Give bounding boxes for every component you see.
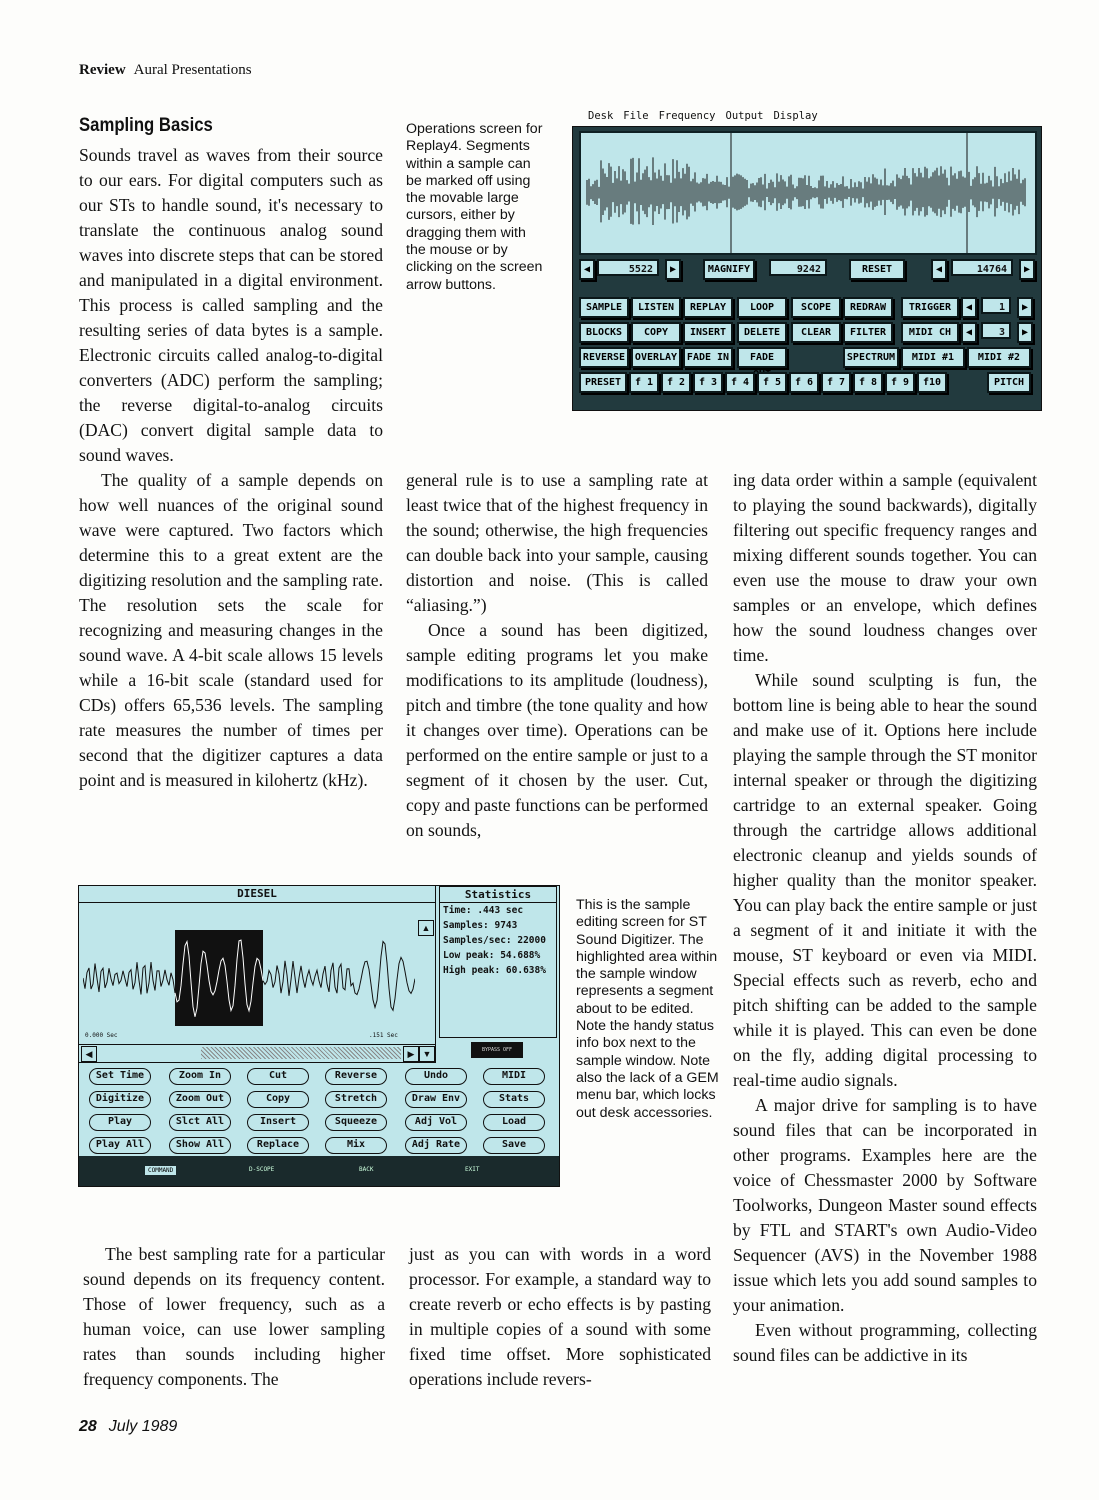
function-key-button[interactable]: f 1 — [629, 372, 659, 393]
digitizer-button[interactable]: Stretch — [325, 1091, 387, 1108]
paragraph: Once a sound has been digitized, sample editing programs let you make modifications to its amplitude (loudness), pitch and timbre (the tone quality and how it changes over time). Operations can be performed on the entire sample or just to a segment of it chosen by the user. Cut, copy and paste functions can be performed on sounds, — [406, 620, 708, 840]
paragraph: While sound sculpting is fun, the bottom line is being able to hear the sound and make use of it. Options here include playing the sample through the ST monitor internal speaker or through the digitizing cartridge to an external speaker. Going through the cartridge allows additional electronic cleanup and yields sounds of higher quality than the monitor speaker. You can play back the entire sample or just a segment of it and initiate it with the mouse, ST keyboard or even via MIDI. Special effects such as reverb, echo and pitch shifting can be added to the sample while it is played. This can even be done on the fly, adding digital processing to real-time audio signals. — [733, 670, 1037, 1090]
function-key-button[interactable]: f 4 — [725, 372, 755, 393]
digitizer-button[interactable]: Replace — [247, 1137, 309, 1154]
digitizer-button[interactable]: Show All — [169, 1137, 231, 1154]
page-footer — [79, 1418, 177, 1436]
stat-high-peak: High peak: 60.638% — [443, 965, 546, 976]
sample-window-title: DIESEL — [79, 886, 435, 903]
function-key-button[interactable]: f 3 — [693, 372, 723, 393]
midi-value-field[interactable]: 3 — [981, 322, 1011, 339]
digitizer-button[interactable]: Adj Rate — [405, 1137, 467, 1154]
digitizer-button[interactable]: Zoom In — [169, 1068, 231, 1085]
replay-button[interactable]: SCOPE — [791, 297, 841, 318]
replay-button[interactable]: REDRAW — [843, 297, 893, 318]
replay-button[interactable]: SPECTRUM — [843, 347, 899, 368]
scrollbar-track[interactable] — [201, 1047, 401, 1059]
function-key-button[interactable]: f 9 — [885, 372, 915, 393]
right-arrow-icon[interactable]: ▶ — [1019, 259, 1035, 280]
digitizer-button[interactable]: Play All — [89, 1137, 151, 1154]
replay-button[interactable]: LOOP — [737, 297, 787, 318]
scroll-up-icon[interactable]: ▲ — [418, 920, 434, 936]
replay-button[interactable]: CLEAR — [791, 322, 841, 343]
function-key-button[interactable]: f 2 — [661, 372, 691, 393]
digitizer-button[interactable]: Squeeze — [325, 1114, 387, 1131]
function-key-button[interactable]: f10 — [917, 372, 947, 393]
replay-button[interactable]: BLOCKS — [579, 322, 629, 343]
digitizer-button[interactable]: Stats — [483, 1091, 545, 1108]
scroll-right-icon[interactable]: ▶ — [403, 1046, 419, 1062]
sound-digitizer-screenshot — [78, 885, 560, 1187]
paragraph: just as you can with words in a word processor. For example, a standard way to create reverb or echo effects is by pasting in multiple copies of a sound with some fixed time offset. More sophisticated operations include revers- — [409, 1244, 711, 1389]
sample-waveform[interactable] — [83, 924, 415, 1034]
exit-button[interactable]: EXIT — [465, 1166, 480, 1173]
caption-digitizer: This is the sample editing screen for ST Sound Digitizer. The highlighted area within the sample window represents a segment about to be edited. Note the handy status info box next to the sample window. Note also the lack of a GEM menu bar, which locks out desk accessories. — [576, 897, 719, 1121]
column-2-bottom — [409, 1242, 711, 1392]
time-end-label: .151 Sec — [369, 1032, 398, 1039]
digitizer-button[interactable]: Load — [483, 1114, 545, 1131]
replay-menu-bar — [588, 110, 828, 122]
left-arrow-icon[interactable]: ◀ — [579, 259, 595, 280]
replay-button[interactable]: SAMPLE — [579, 297, 629, 318]
caption-replay4: Operations screen for Replay4. Segments within a sample can be marked off using the movable large cursors, either by dragging them with the mouse or by clicking on the screen arrow buttons. — [406, 121, 543, 293]
article-title: Aural Presentations — [133, 62, 252, 78]
function-key-button[interactable]: f 5 — [757, 372, 787, 393]
cursor-left-field[interactable]: 5522 — [597, 259, 659, 276]
digitizer-button[interactable]: Undo — [405, 1068, 467, 1085]
magnify-button[interactable]: MAGNIFY — [703, 259, 755, 280]
time-start-label: 0.000 Sec — [85, 1032, 118, 1039]
section-label: Review — [79, 62, 126, 78]
replay-button[interactable]: REPLAY — [683, 297, 733, 318]
replay-button[interactable]: FADE IN — [683, 347, 733, 368]
command-bar — [79, 1156, 559, 1186]
digitizer-button[interactable]: Set Time — [89, 1068, 151, 1085]
scroll-left-icon[interactable]: ◀ — [81, 1046, 97, 1062]
running-head — [79, 62, 252, 79]
stat-samples: Samples: 9743 — [443, 920, 518, 931]
section-heading: Sampling Basics — [79, 115, 213, 136]
sample-window — [79, 886, 436, 1063]
replay-button[interactable]: FADE — [737, 347, 787, 368]
menu-frequency[interactable]: Frequency — [658, 110, 716, 122]
issue-date: July 1989 — [108, 1418, 178, 1435]
right-arrow-icon[interactable]: ▶ — [665, 259, 681, 280]
replay-button[interactable]: DELETE — [737, 322, 787, 343]
stat-low-peak: Low peak: 54.688% — [443, 950, 541, 961]
command-button[interactable]: COMMAND — [145, 1166, 176, 1175]
paragraph: Sounds travel as waves from their source to our ears. For digital computers such as our STs to handle sound, it's necessary to translate the continuous analog sound waves into discrete steps that can be stored and manipulated in a digital environment. This process is called sampling and the resulting series of data bytes is a sample. Electronic circuits called analog-to-digital converters (ADC) perform the sampling; the reverse digital-to-analog circuits (DAC) convert digital sample data to sound waves. — [79, 145, 383, 465]
replay-button[interactable]: INSERT — [683, 322, 733, 343]
replay-button[interactable]: MIDI CH — [901, 322, 959, 343]
scroll-down-icon[interactable]: ▼ — [419, 1046, 435, 1062]
paragraph: The quality of a sample depends on how well nuances of the original sound wave were captured. Two factors which determine this to a great extent are the digitizing resolution and the sampling rate. The resolution sets the scale for recognizing and measuring changes in the sound wave. A 4-bit scale allows 15 levels while a 16-bit scale (standard used for CDs) offers 65,536 levels. The sampling rate measures the number of times per second that the digitizer captures a data point and is measured in kilohertz (kHz). — [79, 470, 383, 790]
digitizer-button[interactable]: Zoom Out — [169, 1091, 231, 1108]
statistics-box — [439, 886, 557, 1038]
right-arrow-icon[interactable]: ▶ — [1017, 297, 1033, 318]
replay-button[interactable]: REVERSE — [579, 347, 629, 368]
function-key-button[interactable]: f 6 — [789, 372, 819, 393]
column-3 — [733, 468, 1037, 1368]
replay-button[interactable]: MIDI #2 — [967, 347, 1031, 368]
digitizer-button[interactable]: Insert — [247, 1114, 309, 1131]
menu-display[interactable]: Display — [773, 110, 818, 122]
left-arrow-icon[interactable]: ◀ — [961, 322, 977, 343]
digitizer-button[interactable]: Slct All — [169, 1114, 231, 1131]
digitizer-button[interactable]: Adj Vol — [405, 1114, 467, 1131]
menu-output[interactable]: Output — [725, 110, 764, 122]
cursor-right-field[interactable]: 14764 — [951, 259, 1013, 276]
replay-button[interactable]: COPY — [631, 322, 681, 343]
digitizer-button[interactable]: Reverse — [325, 1068, 387, 1085]
paragraph: ing data order within a sample (equivalent to playing the sound backwards), digitally filtering out specific frequency ranges and mixing different sounds together. You can even use the mouse to draw your own samples or an envelope, which defines how the sound loudness changes over time. — [733, 470, 1037, 665]
preset-button[interactable]: PRESET — [579, 372, 627, 393]
menu-file[interactable]: File — [623, 110, 649, 122]
digitizer-button[interactable]: Play — [89, 1114, 151, 1131]
paragraph: general rule is to use a sampling rate at least twice that of the highest frequency in the sound; otherwise, the high frequencies can double back into your sample, causing distortion and noise. (This is called “aliasing.”) — [406, 470, 708, 615]
d-scope-button[interactable]: D-SCOPE — [249, 1166, 275, 1173]
right-arrow-icon[interactable]: ▶ — [1017, 322, 1033, 343]
digitizer-button[interactable]: Cut — [247, 1068, 309, 1085]
stat-time: Time: .443 sec — [443, 905, 524, 916]
page-number: 28 — [79, 1418, 97, 1435]
replay4-screenshot — [572, 110, 1042, 410]
horizontal-scrollbar[interactable] — [79, 1044, 435, 1061]
replay-button[interactable]: MIDI #1 — [901, 347, 965, 368]
cursor-mid-field[interactable]: 9242 — [769, 259, 827, 276]
column-1-top — [79, 143, 383, 793]
reset-button[interactable]: RESET — [849, 259, 905, 280]
left-arrow-icon[interactable]: ◀ — [961, 297, 977, 318]
replay-button[interactable]: LISTEN — [631, 297, 681, 318]
digitizer-button[interactable]: Mix — [325, 1137, 387, 1154]
statistics-title: Statistics — [440, 887, 556, 903]
digitizer-button[interactable]: Save — [483, 1137, 545, 1154]
digitizer-button[interactable]: Draw Env — [405, 1091, 467, 1108]
back-button[interactable]: BACK — [359, 1166, 374, 1173]
paragraph: A major drive for sampling is to have sound files that can be incorporated in other programs. Examples here are the voice of Chessmaster 2000 by Software Toolworks, Dungeon Master sound effects by FTL and START's own Audio-Video Sequencer (AVS) in the November 1988 issue which lets you add sound samples to your animation. — [733, 1095, 1037, 1315]
waveform-graphic — [581, 133, 1035, 253]
column-1-bottom — [83, 1242, 385, 1392]
function-key-button[interactable]: f 8 — [853, 372, 883, 393]
paragraph: Even without programming, collecting sound files can be addictive in its — [733, 1320, 1037, 1365]
replay-button[interactable]: FILTER — [843, 322, 893, 343]
replay-button[interactable]: OVERLAY — [631, 347, 681, 368]
left-arrow-icon[interactable]: ◀ — [931, 259, 947, 280]
midi-value-field[interactable]: 1 — [981, 297, 1011, 314]
paragraph: The best sampling rate for a particular sound depends on its frequency content. Those of lower frequency, such as a human voice, can use lower sampling rates than sounds including higher frequency components. The — [83, 1244, 385, 1389]
menu-desk[interactable]: Desk — [588, 110, 614, 122]
pitch-button[interactable]: PITCH — [987, 372, 1031, 393]
column-2-middle — [406, 468, 708, 843]
replay-button[interactable]: TRIGGER — [901, 297, 959, 318]
function-key-button[interactable]: f 7 — [821, 372, 851, 393]
stat-rate: Samples/sec: 22000 — [443, 935, 546, 946]
digitizer-button[interactable]: Copy — [247, 1091, 309, 1108]
bypass-button[interactable]: BYPASS OFF — [471, 1042, 523, 1058]
digitizer-button[interactable]: MIDI — [483, 1068, 545, 1085]
replay-window — [572, 126, 1042, 411]
replay-waveform[interactable] — [579, 131, 1037, 255]
digitizer-button[interactable]: Digitize — [89, 1091, 151, 1108]
